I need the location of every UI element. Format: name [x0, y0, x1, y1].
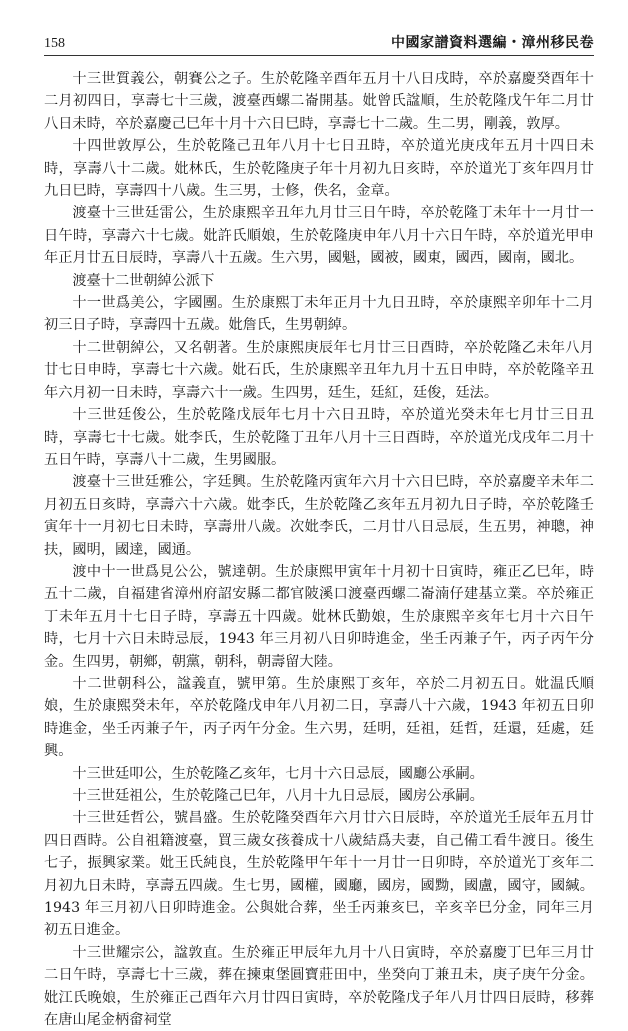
running-title: 中國家譜資料選編・漳州移民卷: [391, 35, 594, 51]
paragraph: 十四世敦厚公，生於乾隆己丑年八月十七日丑時，卒於道光庚戌年五月十四日未時，享壽八十二歲。妣林氏，生於乾隆庚子年十月初九日亥時，卒於道光丁亥年四月廿九日巳時，享壽四十八歲。生三男，士修，佚名，金章。: [44, 138, 594, 200]
paragraph: 十二世朝科公，諡義直，號甲第。生於康熙丁亥年，卒於二月初五日。妣温氏順娘，生於康熙癸未年，卒於乾隆戊申年八月初二日，享壽八十六歲，1943 年初五日卯時進金，坐壬丙兼子午，丙子丙午分金。生六男，廷明，廷祖，廷哲，廷還，廷處，廷興。: [44, 675, 594, 760]
paragraph: 渡中十一世爲見公公，號達朝。生於康熙甲寅年十月初十日寅時，雍正乙巳年，時五十二歲，自福建省漳州府詔安縣二都官陂溪口渡臺西螺二崙湳仔建基立業。卒於雍正丁未年五月十七日子時，享壽五十四歲。妣林氏勤娘，生於康熙辛亥年七月十六日午時，七月十六日未時忌辰，1943 年三月初八日卯時進金，坐壬丙兼子午，丙子丙午分金。生四男，朝鄉，朝黨，朝科，朝壽留大陸。: [44, 563, 594, 670]
page-number: 158: [44, 36, 65, 51]
paragraph: 十一世爲美公，字國團。生於康熙丁未年正月十九日丑時，卒於康熙辛卯年十二月初三日子時，享壽四十五歲。妣詹氏，生男朝綽。: [44, 295, 594, 334]
paragraph: 十三世廷哲公，號昌盛。生於乾隆癸酉年六月廿六日辰時，卒於道光壬辰年五月廿四日酉時。公自祖籍渡臺，買三歲女孩養成十八歲結爲夫妻，自己備工看牛渡日。後生七子，振興家業。妣王氏純良，生於乾隆甲午年十一月廿一日卯時，卒於道光丁亥年二月初九日未時，享壽五四歲。生七男，國權，國廳，國房，國黝，國盧，國守，國緘。1943 年三月初八日卯時進金。公與妣合葬，坐壬丙兼亥巳，辛亥辛巳分金，同年三月初五日進金。: [44, 810, 594, 939]
section-heading: 渡臺十二世朝綽公派下: [72, 272, 215, 289]
paragraph: 十三世質義公，朝賽公之子。生於乾隆辛酉年五月十八日戌時，卒於嘉慶癸酉年十二月初四日，享壽七十三歲，渡臺西螺二崙開基。妣曾氏諡順，生於乾隆戊午年二月廿八日未時，卒於嘉慶己巳年十月十六日巳時，享壽七十二歲。生二男，剛義，敦厚。: [44, 71, 594, 132]
paragraph: 渡臺十三世廷雷公，生於康熙辛丑年九月廿三日午時，卒於乾隆丁未年十一月廿一日午時，享壽六十七歲。妣許氏順娘，生於乾隆庚申年八月十六日午時，卒於道光甲申年正月廿五日辰時，享壽八十五歲。生六男，國魁，國被，國東，國西，國南，國北。: [44, 205, 594, 267]
paragraph: 十三世耀宗公，諡敦直。生於雍正甲辰年九月十八日寅時，卒於嘉慶丁巳年三月廿二日午時，享壽七十三歲，葬在揀東堡圓寶莊田中，坐癸向丁兼丑未，庚子庚午分金。妣江氏晚娘，生於雍正己酉年六月廿四日寅時，卒於乾隆戊子年八月廿四日辰時，移葬在唐山尾金柄畲祠堂: [44, 944, 594, 1029]
document-body: [44, 68, 594, 1031]
paragraph: 十二世朝綽公，又名朝著。生於康熙庚辰年七月廿三日酉時，卒於乾隆乙未年八月廿七日申時，享壽七十六歲。妣石氏，生於康熙辛丑年九月十五日申時，卒於乾隆辛丑年六月初一日未時，享壽六十一歲。生四男，廷生，廷紅，廷俊，廷法。: [44, 339, 594, 401]
page-header: [44, 30, 594, 56]
paragraph: 渡臺十三世廷雅公，字廷興。生於乾隆丙寅年六月十六日巳時，卒於嘉慶辛未年二月初五日亥時，享壽六十六歲。妣李氏，生於乾隆乙亥年五月初九日子時，卒於乾隆壬寅年十一月初七日未時，享壽卅八歲。次妣李氏，二月廿八日忌辰，生五男，神聰，神扶，國明，國達，國通。: [44, 474, 594, 558]
paragraph: 十三世廷祖公，生於乾隆己巳年，八月十九日忌辰，國房公承嗣。: [72, 788, 484, 804]
paragraph: 十三世廷叩公，生於乾隆乙亥年，七月十六日忌辰，國廳公承嗣。: [72, 765, 484, 782]
paragraph: 十三世廷俊公，生於乾隆戊辰年七月十六日丑時，卒於道光癸未年七月廿三日丑時，享壽七十七歲。妣李氏，生於乾隆丁丑年八月十三日酉時，卒於道光戊戌年二月十五日午時，享壽八十二歲，生男國服。: [44, 407, 594, 468]
